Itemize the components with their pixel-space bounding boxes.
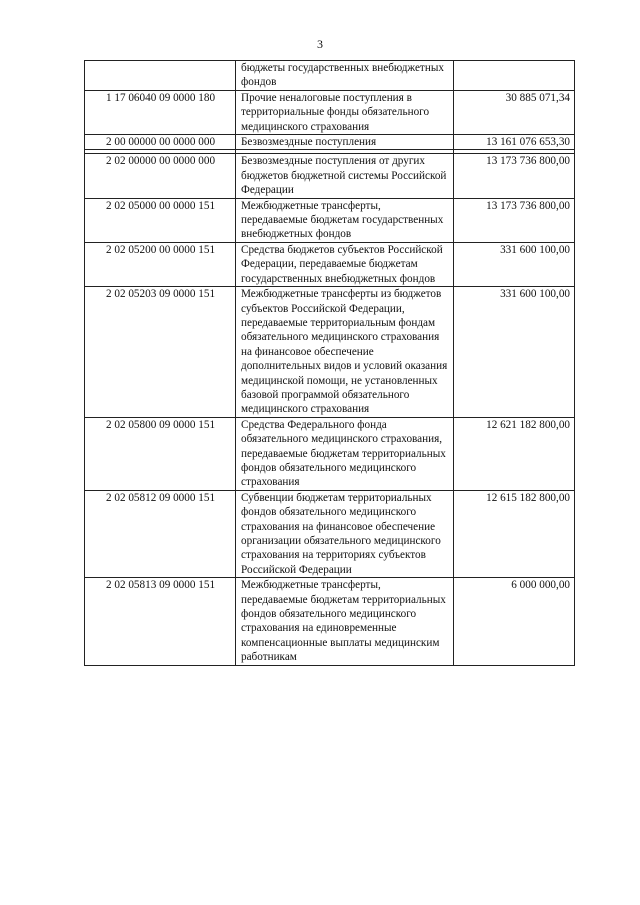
budget-classification-code: 2 02 05812 09 0000 151 bbox=[85, 490, 236, 577]
revenue-amount: 13 173 736 800,00 bbox=[454, 198, 575, 242]
revenue-item-name: Межбюджетные трансферты, передаваемые бюджетам территориальных фондов обязательного медицинского страхования на единовременные компенсационные выплаты медицинским работникам bbox=[236, 578, 454, 665]
revenue-item-name: Межбюджетные трансферты, передаваемые бюджетам государственных внебюджетных фондов bbox=[236, 198, 454, 242]
revenue-amount: 12 615 182 800,00 bbox=[454, 490, 575, 577]
revenue-item-name: Субвенции бюджетам территориальных фондов обязательного медицинского страхования на финансовое обеспечение организации обязательного медицинского страхования на территориях субъектов Российской Федерации bbox=[236, 490, 454, 577]
table-row bbox=[85, 287, 575, 418]
table-row bbox=[85, 490, 575, 577]
revenue-item-name: Средства бюджетов субъектов Российской Федерации, передаваемые бюджетам государственных внебюджетных фондов bbox=[236, 242, 454, 286]
budget-classification-code: 2 02 05200 00 0000 151 bbox=[85, 242, 236, 286]
budget-classification-code: 2 00 00000 00 0000 000 bbox=[85, 135, 236, 150]
budget-classification-code bbox=[85, 61, 236, 91]
revenue-amount: 331 600 100,00 bbox=[454, 287, 575, 418]
budget-classification-code: 2 02 05000 00 0000 151 bbox=[85, 198, 236, 242]
revenue-item-name: Средства Федерального фонда обязательного медицинского страхования, передаваемые бюджетам территориальных фондов обязательного медицинского страхования bbox=[236, 417, 454, 490]
revenue-table bbox=[84, 60, 575, 666]
table-row bbox=[85, 198, 575, 242]
budget-classification-code: 2 02 05203 09 0000 151 bbox=[85, 287, 236, 418]
table-row bbox=[85, 154, 575, 198]
revenue-item-name: Прочие неналоговые поступления в территориальные фонды обязательного медицинского страхования bbox=[236, 90, 454, 134]
table-row bbox=[85, 135, 575, 150]
revenue-item-name: Безвозмездные поступления от других бюджетов бюджетной системы Российской Федерации bbox=[236, 154, 454, 198]
revenue-amount: 30 885 071,34 bbox=[454, 90, 575, 134]
revenue-amount: 331 600 100,00 bbox=[454, 242, 575, 286]
budget-classification-code: 2 02 05813 09 0000 151 bbox=[85, 578, 236, 665]
revenue-amount: 13 161 076 653,30 bbox=[454, 135, 575, 150]
table-row bbox=[85, 578, 575, 665]
table-row bbox=[85, 90, 575, 134]
revenue-item-name: бюджеты государственных внебюджетных фондов bbox=[236, 61, 454, 91]
revenue-amount: 6 000 000,00 bbox=[454, 578, 575, 665]
revenue-item-name: Межбюджетные трансферты из бюджетов субъектов Российской Федерации, передаваемые территориальным фондам обязательного медицинского страхования на финансовое обеспечение дополнительных видов и условий оказания медицинской помощи, не установленных базовой программой обязательного медицинского страхования bbox=[236, 287, 454, 418]
budget-classification-code: 2 02 05800 09 0000 151 bbox=[85, 417, 236, 490]
page-number: 3 bbox=[317, 37, 323, 51]
table-row bbox=[85, 61, 575, 91]
budget-classification-code: 1 17 06040 09 0000 180 bbox=[85, 90, 236, 134]
table-row bbox=[85, 417, 575, 490]
table-row bbox=[85, 242, 575, 286]
revenue-amount bbox=[454, 61, 575, 91]
revenue-amount: 13 173 736 800,00 bbox=[454, 154, 575, 198]
revenue-amount: 12 621 182 800,00 bbox=[454, 417, 575, 490]
revenue-item-name: Безвозмездные поступления bbox=[236, 135, 454, 150]
budget-classification-code: 2 02 00000 00 0000 000 bbox=[85, 154, 236, 198]
